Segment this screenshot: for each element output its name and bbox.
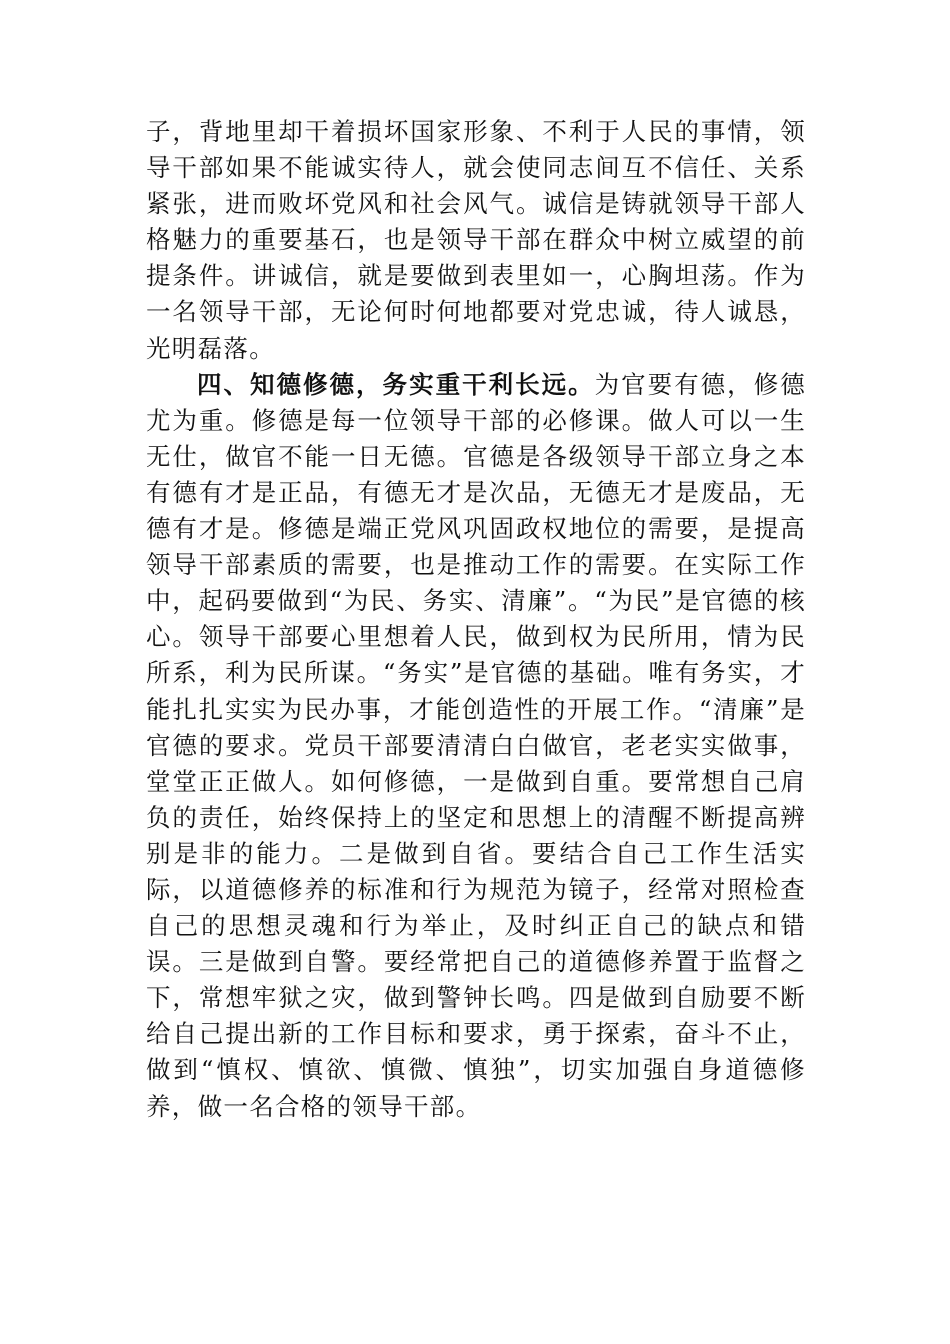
- document-body: [146, 114, 806, 1125]
- paragraph-continuation: 子，背地里却干着损坏国家形象、不利于人民的事情，领导干部如果不能诚实待人，就会使同志间互不信任、关系紧张，进而败坏党风和社会风气。诚信是铸就领导干部人格魅力的重要基石，也是领导干部在群众中树立威望的前提条件。讲诚信，就是要做到表里如一，心胸坦荡。作为一名领导干部，无论何时何地都要对党忠诚，待人诚恳，光明磊落。: [146, 117, 806, 363]
- section-4-body: 为官要有德，修德尤为重。修德是每一位领导干部的必修课。做人可以一生无仕，做官不能一日无德。官德是各级领导干部立身之本有德有才是正品，有德无才是次品，无德无才是废品，无德有才是。修德是端正党风巩固政权地位的需要，是提高领导干部素质的需要，也是推动工作的需要。在实际工作中，起码要做到“为民、务实、清廉”。“为民”是官德的核心。领导干部要心里想着人民，做到权为民所用，情为民所系，利为民所谋。“务实”是官德的基础。唯有务实，才能扎扎实实为民办事，才能创造性的开展工作。“清廉”是官德的要求。党员干部要清清白白做官，老老实实做事，堂堂正正做人。如何修德，一是做到自重。要常想自己肩负的责任，始终保持上的坚定和思想上的清醒不断提高辨别是非的能力。二是做到自省。要结合自己工作生活实际，以道德修养的标准和行为规范为镜子，经常对照检查自己的思想灵魂和行为举止，及时纠正自己的缺点和错误。三是做到自警。要经常把自己的道德修养置于监督之下，常想牢狱之灾，做到警钟长鸣。四是做到自励要不断给自己提出新的工作目标和要求，勇于探索，奋斗不止，做到“慎权、慎欲、慎微、慎独”，切实加强自身道德修养，做一名合格的领导干部。: [146, 369, 807, 1121]
- section-4-paragraph: [146, 367, 806, 1125]
- section-4-heading: 四、知德修德，务实重干利长远。: [197, 369, 595, 399]
